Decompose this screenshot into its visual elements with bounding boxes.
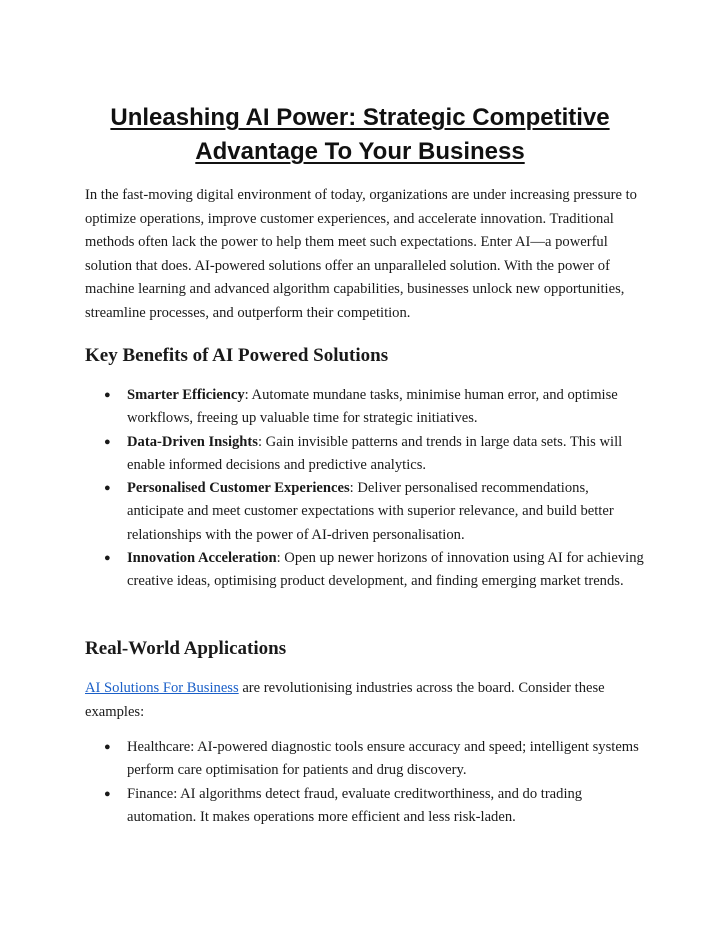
page-title (60, 101, 660, 169)
bullet-icon: ● (104, 482, 111, 495)
list-item (85, 736, 645, 783)
bullet-icon: ● (104, 741, 111, 753)
application-text: Healthcare: AI-powered diagnostic tools ensure accuracy and speed; intelligent systems perform care optimisation for patients and drug discovery. (127, 739, 639, 779)
list-item (85, 431, 645, 478)
benefit-term: Data-Driven Insights (127, 433, 258, 450)
bullet-icon: ● (104, 787, 111, 800)
applications-intro (85, 677, 645, 724)
benefits-list (85, 384, 645, 594)
applications-intro-text: are revolutionising industries across the board. Consider these examples: (85, 680, 605, 720)
applications-heading: Real-World Applications (85, 638, 287, 659)
list-item (85, 547, 645, 594)
benefit-term: Personalised Customer Experiences (127, 480, 350, 497)
benefit-term: Smarter Efficiency (127, 387, 245, 403)
intro-paragraph: In the fast-moving digital environment of today, organizations are under increasing pressure to optimize operations, improve customer experiences, and accelerate innovation. Traditional methods often lack the power to help them meet such expectations. Enter AI—a powerful solution that does. AI-powered solutions offer an unparalleled solution. With the power of machine learning and advanced algorithm capabilities, businesses unlock new opportunities, streamline processes, and outperform their competition. (85, 187, 637, 321)
benefit-text: : Gain invisible patterns and trends in large data sets. This will enable informed decisions and predictive analytics. (127, 433, 623, 473)
title-line-1: Unleashing AI Power: Strategic Competitive (110, 104, 610, 131)
bullet-icon: ● (104, 552, 111, 565)
benefit-text: : Open up newer horizons of innovation using AI for achieving creative ideas, optimising product development, and finding emerging market trends. (127, 550, 644, 590)
application-text: Finance: AI algorithms detect fraud, evaluate creditworthiness, and do trading automation. It makes operations more efficient and less risk-laden. (127, 785, 583, 825)
bullet-icon: ● (104, 435, 111, 448)
benefits-heading: Key Benefits of AI Powered Solutions (85, 345, 389, 366)
list-item (85, 783, 645, 830)
applications-list (85, 736, 645, 829)
benefit-text: : Deliver personalised recommendations, anticipate and meet customer expectations with superior relevance, and build better relationships with the power of AI-driven personalisation. (127, 480, 614, 543)
benefit-term: Innovation Acceleration (127, 550, 277, 567)
list-item (85, 477, 645, 547)
title-line-2: Advantage To Your Business (195, 138, 525, 165)
list-item (85, 384, 645, 431)
benefit-text: : Automate mundane tasks, minimise human error, and optimise workflows, freeing up valuable time for strategic initiatives. (127, 387, 618, 427)
bullet-icon: ● (104, 389, 111, 401)
ai-solutions-link[interactable]: AI Solutions For Business (85, 680, 239, 696)
